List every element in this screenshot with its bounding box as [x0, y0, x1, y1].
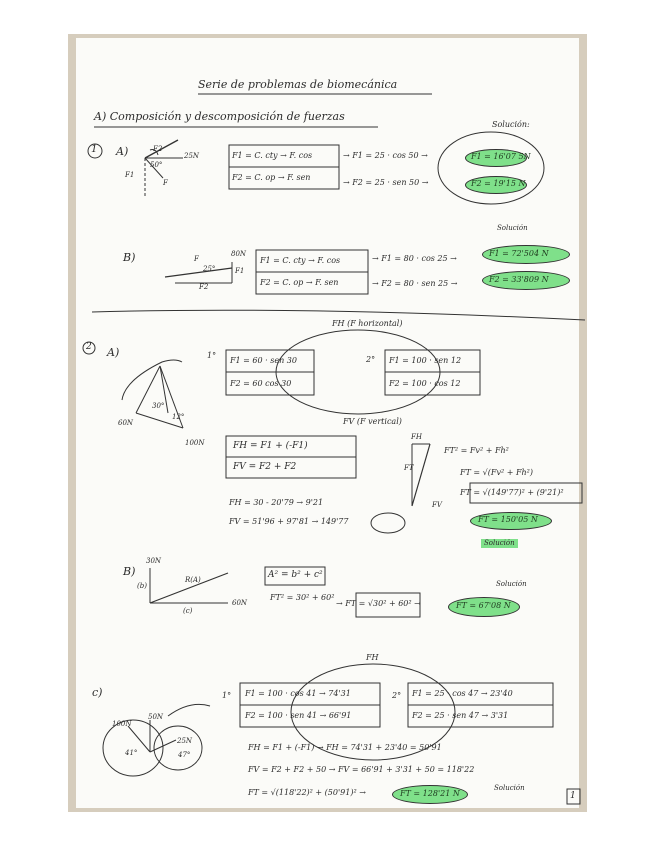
- p1a-result-2: F2 = 19'15 N: [471, 179, 526, 188]
- p2a-fh-label: FH: [411, 433, 422, 441]
- p1b-force-label: 80N: [231, 250, 247, 258]
- p2a-step-1b: F2 = 60 cos 30: [230, 379, 292, 388]
- p2a-100n-label: 100N: [185, 439, 205, 447]
- p2a-result: FT = 150'05 N: [478, 515, 538, 524]
- p2c-fh-note: FH: [366, 653, 379, 662]
- p2a-fh-note: FH (F horizontal): [332, 319, 403, 328]
- p1a-f2-label: F2: [153, 145, 163, 153]
- p2c-arrow-curve: [168, 704, 210, 716]
- section-a-heading: A) Composición y descomposición de fuerzas: [94, 110, 345, 123]
- problem-2-number: 2: [86, 342, 92, 352]
- p2b-result: FT = 67'08 N: [456, 601, 511, 610]
- p2a-30deg-label: 30°: [152, 402, 165, 410]
- p1a-letter: A): [116, 145, 129, 158]
- p1b-calc-2: → F2 = 80 · sen 25 →: [372, 279, 458, 288]
- p2a-fv-calc: FV = 51'96 + 97'81 → 149'77: [229, 517, 349, 526]
- p2c-step-1b: F2 = 100 · sen 41 → 66'91: [245, 711, 352, 720]
- p2c-fh-calc: FH = F1 + (-F1) → FH = 74'31 + 23'40 = 50'91: [248, 743, 442, 752]
- p2a-pyth-2: FT = √(Fv² + Fh²): [460, 468, 533, 477]
- p1b-eq-1: F1 = C. cty → F. cos: [260, 256, 341, 265]
- p2b-letter: B): [123, 565, 136, 578]
- p1b-angle-label: 25°: [203, 265, 216, 273]
- solucion-label: Solución:: [492, 120, 530, 129]
- problem-1-number: 1: [91, 144, 98, 155]
- page-title: Serie de problemas de biomecánica: [198, 78, 398, 91]
- p2c-ft-calc: FT = √(118'22)² + (50'91)² →: [248, 788, 366, 797]
- p2c-47deg-label: 47°: [178, 751, 191, 759]
- p2a-ft-line: [412, 444, 430, 506]
- p1b-result-1: F1 = 72'504 N: [489, 249, 549, 258]
- p1b-result-2: F2 = 33'809 N: [489, 275, 549, 284]
- p2a-solucion-label: Solución: [481, 539, 518, 548]
- p1a-eq-1: F1 = C. cty → F. cos: [232, 151, 313, 160]
- p2a-arrow-curve: [122, 360, 182, 400]
- p1a-calc-2: → F2 = 25 · sen 50 →: [343, 178, 429, 187]
- p2c-step-2b: F2 = 25 · sen 47 → 3'31: [412, 711, 509, 720]
- p1a-eq-2: F2 = C. op → F. sen: [232, 173, 311, 182]
- p1b-letter: B): [123, 251, 136, 264]
- p2a-12deg-label: 12°: [172, 413, 185, 421]
- p2c-50n-label: 50N: [148, 713, 164, 721]
- p2c-letter: c): [92, 686, 103, 699]
- p2b-solucion-label: Solución: [496, 580, 527, 588]
- p1b-f1-label: F1: [235, 267, 245, 275]
- p2b-a-label: R(A): [185, 576, 201, 584]
- p2a-fv-label: FV: [432, 501, 442, 509]
- p2b-b-label: (b): [137, 582, 147, 590]
- p1a-result-1: F1 = 16'07 5N: [471, 152, 531, 161]
- p2a-step-2a: F1 = 100 · sen 12: [389, 356, 462, 365]
- p2a-ft-label: FT: [404, 464, 414, 472]
- p2a-sum-fh: FH = F1 + (-F1): [233, 441, 308, 451]
- p2a-fv-note: FV (F vertical): [343, 417, 402, 426]
- p2a-letter: A): [107, 346, 120, 359]
- p1a-angle-label: 50°: [150, 161, 163, 169]
- p2b-eq-2: FT² = 30² + 60²: [270, 593, 335, 602]
- p1b-eq-2: F2 = C. op → F. sen: [260, 278, 339, 287]
- p1b-vector: [165, 265, 232, 277]
- p1a-f-label: F: [163, 179, 168, 187]
- p2b-eq-1: A² = b² + c²: [268, 570, 323, 580]
- p2a-fh-circle: [371, 513, 405, 533]
- p2c-fv-calc: FV = F2 + F2 + 50 → FV = 66'91 + 3'31 + 50 = 118'22: [248, 765, 475, 774]
- p2c-100n-label: 100N: [112, 720, 132, 728]
- p2a-step-2b: F2 = 100 · cos 12: [389, 379, 461, 388]
- p2a-fh-calc: FH = 30 - 20'79 → 9'21: [229, 498, 324, 507]
- p2b-c-label: (c): [183, 607, 193, 615]
- p1a-force-label: 25N: [184, 152, 200, 160]
- p2c-solucion-label: Solución: [494, 784, 525, 792]
- p2a-step-2: 2°: [366, 355, 376, 364]
- page-number: 1: [570, 791, 576, 801]
- p2a-sum-fv: FV = F2 + F2: [233, 462, 297, 472]
- p2c-41deg-label: 41°: [125, 749, 138, 757]
- p2c-25n-label: 25N: [177, 737, 193, 745]
- p2c-step-1: 1°: [222, 691, 232, 700]
- p2c-step-2: 2°: [392, 691, 402, 700]
- p2a-pyth-3: FT = √(149'77)² + (9'21)²: [460, 488, 564, 497]
- p2b-eq-3: → FT = √30² + 60² →: [336, 599, 421, 608]
- p2c-step-1a: F1 = 100 · cos 41 → 74'31: [245, 689, 351, 698]
- p1b-f-label: F: [194, 255, 199, 263]
- p2a-pyth-1: FT² = Fv² + Fh²: [444, 446, 509, 455]
- p2c-result: FT = 128'21 N: [400, 789, 460, 798]
- p2b-30n-label: 30N: [146, 557, 162, 565]
- p2a-step-1: 1°: [207, 351, 217, 360]
- p1b-calc-1: → F1 = 80 · cos 25 →: [372, 254, 457, 263]
- p2b-60n-label: 60N: [232, 599, 248, 607]
- p1a-f1-label: F1: [125, 171, 135, 179]
- p1b-f2-label: F2: [199, 283, 209, 291]
- p1b-solucion-label: Solución: [497, 224, 528, 232]
- p2a-60n-label: 60N: [118, 419, 134, 427]
- p1a-calc-1: → F1 = 25 · cos 50 →: [343, 151, 428, 160]
- p2c-step-2a: F1 = 25 · cos 47 → 23'40: [412, 689, 513, 698]
- p2a-step-1a: F1 = 60 · sen 30: [230, 356, 297, 365]
